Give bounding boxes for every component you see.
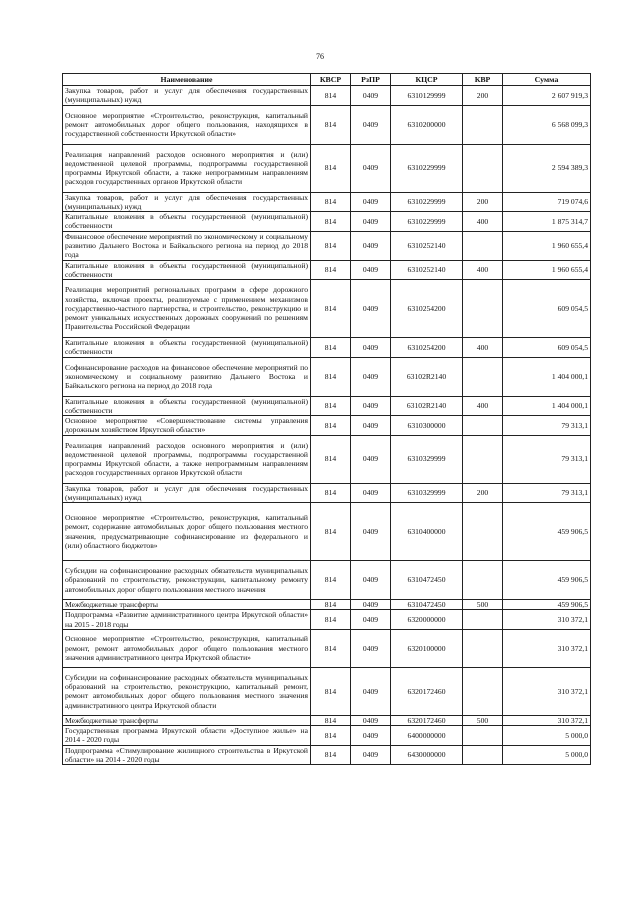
row-kvr (463, 435, 503, 483)
row-kvr: 500 (463, 600, 503, 610)
row-kvsr: 814 (311, 745, 351, 765)
row-name: Капитальные вложения в объекты государственной (муниципальной) собственности (63, 396, 311, 416)
row-kvsr: 814 (311, 144, 351, 192)
table-row (63, 144, 591, 192)
row-kvr: 200 (463, 86, 503, 106)
row-name: Софинансирование расходов на финансовое обеспечение мероприятий по экономическому и социальному развитию Дальнего Востока и Байкальского региона на период до 2018 года (63, 357, 311, 396)
row-sum: 6 568 099,3 (503, 105, 591, 144)
row-name: Подпрограмма «Развитие административного центра Иркутской области» на 2015 - 2018 годы (63, 610, 311, 630)
row-kcsr: 6310229999 (391, 192, 463, 212)
table-row (63, 483, 591, 503)
header-name: Наименование (63, 74, 311, 86)
row-sum: 5 000,0 (503, 745, 591, 765)
row-kvsr: 814 (311, 561, 351, 600)
row-kvr (463, 726, 503, 746)
row-sum: 459 906,5 (503, 600, 591, 610)
row-rzpr: 0409 (351, 192, 391, 212)
row-kcsr: 6310329999 (391, 483, 463, 503)
row-kvr (463, 667, 503, 715)
table-row (63, 610, 591, 630)
row-rzpr: 0409 (351, 338, 391, 358)
table-row (63, 715, 591, 725)
row-name: Закупка товаров, работ и услуг для обеспечения государственных (муниципальных) нужд (63, 192, 311, 212)
row-sum: 1 875 314,7 (503, 212, 591, 232)
table-row (63, 745, 591, 765)
row-sum: 609 054,5 (503, 280, 591, 338)
table-row (63, 396, 591, 416)
row-sum: 1 404 000,1 (503, 357, 591, 396)
row-kcsr: 6310254200 (391, 338, 463, 358)
row-rzpr: 0409 (351, 503, 391, 561)
row-kvsr: 814 (311, 667, 351, 715)
row-kvr (463, 231, 503, 260)
row-kvsr: 814 (311, 280, 351, 338)
table-row (63, 667, 591, 715)
row-kvr (463, 144, 503, 192)
row-kcsr: 6310229999 (391, 212, 463, 232)
row-kvr: 400 (463, 338, 503, 358)
row-sum: 310 372,1 (503, 715, 591, 725)
row-rzpr: 0409 (351, 435, 391, 483)
row-rzpr: 0409 (351, 357, 391, 396)
row-sum: 1 404 000,1 (503, 396, 591, 416)
row-rzpr: 0409 (351, 726, 391, 746)
row-kvsr: 814 (311, 483, 351, 503)
row-kvsr: 814 (311, 212, 351, 232)
row-kcsr: 6310200000 (391, 105, 463, 144)
row-kcsr: 6310472450 (391, 600, 463, 610)
row-kvr (463, 745, 503, 765)
header-kvsr: КВСР (311, 74, 351, 86)
table-row (63, 105, 591, 144)
row-kvr (463, 416, 503, 436)
row-name: Основное мероприятие «Совершенствование системы управления дорожным хозяйством Иркутской области» (63, 416, 311, 436)
row-name: Подпрограмма «Стимулирование жилищного строительства в Иркутской области» на 2014 - 2020 годы (63, 745, 311, 765)
row-sum: 79 313,1 (503, 435, 591, 483)
row-kcsr: 6320000000 (391, 610, 463, 630)
row-sum: 1 960 655,4 (503, 231, 591, 260)
row-kvr (463, 629, 503, 667)
row-sum: 79 313,1 (503, 483, 591, 503)
table-row (63, 192, 591, 212)
row-kvsr: 814 (311, 503, 351, 561)
row-kvsr: 814 (311, 357, 351, 396)
table-row (63, 260, 591, 280)
row-kvr (463, 357, 503, 396)
row-rzpr: 0409 (351, 600, 391, 610)
row-kvsr: 814 (311, 105, 351, 144)
row-sum: 310 372,1 (503, 610, 591, 630)
row-name: Капитальные вложения в объекты государственной (муниципальной) собственности (63, 260, 311, 280)
row-kvr: 200 (463, 192, 503, 212)
table-row (63, 280, 591, 338)
row-kcsr: 6430000000 (391, 745, 463, 765)
row-kvsr: 814 (311, 715, 351, 725)
table-row (63, 503, 591, 561)
row-rzpr: 0409 (351, 629, 391, 667)
row-rzpr: 0409 (351, 396, 391, 416)
row-name: Субсидии на софинансирование расходных обязательств муниципальных образований по строительству, реконструкции, капитальному ремонту автомобильных дорог общего пользования местного значения (63, 561, 311, 600)
row-kvsr: 814 (311, 726, 351, 746)
row-kcsr: 6400000000 (391, 726, 463, 746)
row-kvr (463, 105, 503, 144)
row-name: Финансовое обеспечение мероприятий по экономическому и социальному развитию Дальнего Востока и Байкальского региона на период до 2018 года (63, 231, 311, 260)
table-row (63, 338, 591, 358)
row-kcsr: 6310252140 (391, 231, 463, 260)
row-kvsr: 814 (311, 416, 351, 436)
table-row (63, 357, 591, 396)
page-number: 76 (316, 52, 324, 61)
row-name: Субсидии на софинансирование расходных обязательств муниципальных образований на строительство, реконструкцию, капитальный ремонт, ремонт автомобильных дорог общего пользования местного значения административного центра Иркутской области (63, 667, 311, 715)
row-sum: 2 594 389,3 (503, 144, 591, 192)
row-kcsr: 6310229999 (391, 144, 463, 192)
row-kvr: 400 (463, 260, 503, 280)
row-kcsr: 6320100000 (391, 629, 463, 667)
row-sum: 310 372,1 (503, 667, 591, 715)
budget-table (62, 73, 591, 765)
header-rzpr: РзПР (351, 74, 391, 86)
row-name: Реализация направлений расходов основного мероприятия и (или) ведомственной целевой программы, подпрограммы государственной программы Иркутской области, а также непрограммным направлениям расходов государственных органов Иркутской области (63, 435, 311, 483)
row-name: Реализация мероприятий региональных программ в сфере дорожного хозяйства, включая проекты, реализуемые с применением механизмов государственно-частного партнерства, и строительство, реконструкцию и ремонт уникальных искусственных дорожных сооружений по решениям Правительства Российской Федерации (63, 280, 311, 338)
row-kvr (463, 610, 503, 630)
row-kvr (463, 280, 503, 338)
table-row (63, 212, 591, 232)
row-kcsr: 6310400000 (391, 503, 463, 561)
row-kvsr: 814 (311, 610, 351, 630)
row-name: Закупка товаров, работ и услуг для обеспечения государственных (муниципальных) нужд (63, 86, 311, 106)
row-name: Межбюджетные трансферты (63, 715, 311, 725)
row-name: Межбюджетные трансферты (63, 600, 311, 610)
row-name: Капитальные вложения в объекты государственной (муниципальной) собственности (63, 338, 311, 358)
row-rzpr: 0409 (351, 416, 391, 436)
row-kcsr: 6320172460 (391, 667, 463, 715)
table-row (63, 231, 591, 260)
row-sum: 719 074,6 (503, 192, 591, 212)
row-kcsr: 63102R2140 (391, 396, 463, 416)
row-sum: 459 906,5 (503, 503, 591, 561)
row-kcsr: 6310129999 (391, 86, 463, 106)
row-kcsr: 6310300000 (391, 416, 463, 436)
row-name: Капитальные вложения в объекты государственной (муниципальной) собственности (63, 212, 311, 232)
table-row (63, 629, 591, 667)
row-kvsr: 814 (311, 435, 351, 483)
row-rzpr: 0409 (351, 260, 391, 280)
row-rzpr: 0409 (351, 86, 391, 106)
row-rzpr: 0409 (351, 561, 391, 600)
row-rzpr: 0409 (351, 610, 391, 630)
row-sum: 459 906,5 (503, 561, 591, 600)
row-kvsr: 814 (311, 231, 351, 260)
row-rzpr: 0409 (351, 667, 391, 715)
row-sum: 2 607 919,3 (503, 86, 591, 106)
row-rzpr: 0409 (351, 483, 391, 503)
row-kvsr: 814 (311, 629, 351, 667)
table-row (63, 86, 591, 106)
row-rzpr: 0409 (351, 231, 391, 260)
row-kvr (463, 503, 503, 561)
row-kvr: 400 (463, 396, 503, 416)
header-kvr: КВР (463, 74, 503, 86)
row-name: Закупка товаров, работ и услуг для обеспечения государственных (муниципальных) нужд (63, 483, 311, 503)
row-kvsr: 814 (311, 396, 351, 416)
row-rzpr: 0409 (351, 212, 391, 232)
table-header-row (63, 74, 591, 86)
table-row (63, 600, 591, 610)
row-sum: 5 000,0 (503, 726, 591, 746)
row-name: Основное мероприятие «Строительство, реконструкция, капитальный ремонт, содержание автомобильных дорог общего пользования местного значения, предусматривающие софинансирование из федерального и (или) областного бюджетов» (63, 503, 311, 561)
row-kvsr: 814 (311, 260, 351, 280)
row-kvsr: 814 (311, 338, 351, 358)
table-row (63, 561, 591, 600)
header-kcsr: КЦСР (391, 74, 463, 86)
row-kcsr: 63102R2140 (391, 357, 463, 396)
row-rzpr: 0409 (351, 144, 391, 192)
row-sum: 310 372,1 (503, 629, 591, 667)
row-kvr: 200 (463, 483, 503, 503)
row-rzpr: 0409 (351, 715, 391, 725)
row-kcsr: 6310472450 (391, 561, 463, 600)
row-kvr: 400 (463, 212, 503, 232)
row-sum: 1 960 655,4 (503, 260, 591, 280)
row-kvsr: 814 (311, 192, 351, 212)
row-kcsr: 6310252140 (391, 260, 463, 280)
row-kcsr: 6310254200 (391, 280, 463, 338)
row-name: Основное мероприятие «Строительство, реконструкция, капитальный ремонт автомобильных дорог общего пользования, находящихся в государственной собственности Иркутской области» (63, 105, 311, 144)
row-kcsr: 6320172460 (391, 715, 463, 725)
row-rzpr: 0409 (351, 745, 391, 765)
row-kvsr: 814 (311, 86, 351, 106)
row-name: Основное мероприятие «Строительство, реконструкция, капитальный ремонт, ремонт автомобильных дорог общего пользования местного значения административного центра Иркутской области» (63, 629, 311, 667)
table-row (63, 416, 591, 436)
row-kvsr: 814 (311, 600, 351, 610)
row-name: Государственная программа Иркутской области «Доступное жилье» на 2014 - 2020 годы (63, 726, 311, 746)
row-kvr: 500 (463, 715, 503, 725)
row-sum: 609 054,5 (503, 338, 591, 358)
row-rzpr: 0409 (351, 105, 391, 144)
row-sum: 79 313,1 (503, 416, 591, 436)
table-row (63, 726, 591, 746)
table-row (63, 435, 591, 483)
row-kvr (463, 561, 503, 600)
header-sum: Сумма (503, 74, 591, 86)
row-rzpr: 0409 (351, 280, 391, 338)
row-name: Реализация направлений расходов основного мероприятия и (или) ведомственной целевой программы, подпрограммы государственной программы Иркутской области, а также непрограммным направлениям расходов государственных органов Иркутской области (63, 144, 311, 192)
row-kcsr: 6310329999 (391, 435, 463, 483)
